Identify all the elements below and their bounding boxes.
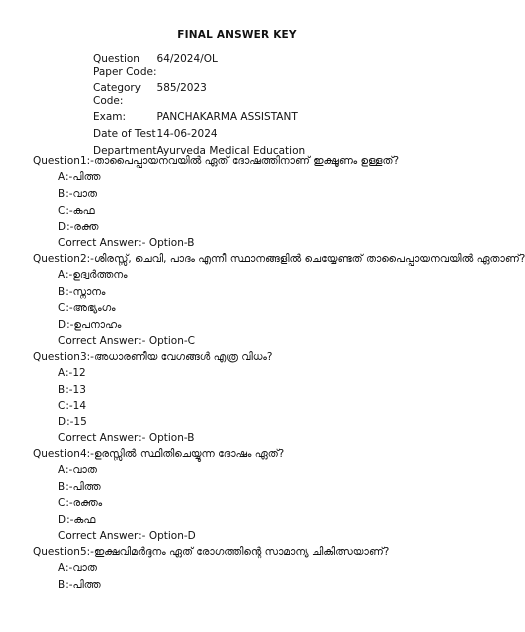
question-4: Question4:-ഉരസ്സിൽ സ്ഥിതിചെയ്യുന്ന ദോഷം ഏത്? bbox=[33, 448, 285, 460]
question-4-option-c: C:-രക്തം bbox=[58, 497, 103, 509]
question-4-option-d: D:-കഫ bbox=[58, 514, 96, 526]
question-paper-code-label: Question Paper Code: bbox=[93, 53, 157, 78]
question-4-correct-answer: Correct Answer:- Option-D bbox=[58, 530, 196, 542]
question-1-option-d: D:-രക്ത bbox=[58, 221, 99, 233]
question-3-option-b: B:-13 bbox=[58, 384, 86, 396]
question-1-option-b: B:-വാത bbox=[58, 188, 98, 200]
category-code-value: 585/2023 bbox=[156, 82, 207, 94]
date-of-test-label: Date of Test bbox=[93, 128, 156, 140]
question-2-option-d: D:-ഉപനാഹം bbox=[58, 319, 122, 331]
question-2-option-c: C:-അഭ്യംഗം bbox=[58, 302, 116, 314]
question-1-correct-answer: Correct Answer:- Option-B bbox=[58, 237, 195, 249]
question-4-option-b: B:-പിത്ത bbox=[58, 481, 101, 493]
question-5: Question5:-ഇക്ഷവിമർദ്ദനം ഏത് രോഗത്തിന്റെ സാമാന്യ ചികിത്സയാണ്? bbox=[33, 546, 390, 558]
question-2-option-b: B:-സ്നാനം bbox=[58, 286, 106, 298]
question-3-option-c: C:-14 bbox=[58, 400, 87, 412]
question-3: Question3:-അധാരണീയ വേഗങ്ങൾ എത്ര വിധം? bbox=[33, 351, 273, 363]
question-2-correct-answer: Correct Answer:- Option-C bbox=[58, 335, 195, 347]
question-5-option-a: A:-വാത bbox=[58, 562, 97, 574]
question-5-option-b: B:-പിത്ത bbox=[58, 579, 101, 591]
question-2-option-a: A:-ഉദ്വർത്തനം bbox=[58, 269, 128, 281]
document-title: FINAL ANSWER KEY bbox=[177, 29, 297, 41]
question-1: Question1:-താപൈപ്പായനവയിൽ ഏത് ദോഷത്തിനാണ് ഇക്ഷൂണം ഉള്ളത്? bbox=[33, 155, 400, 167]
question-2: Question2:-ശിരസ്സ്, ചെവി, പാദം എന്നീ സ്ഥാനങ്ങളിൽ ചെയ്യേണ്ടത് താപൈപ്പായനവയിൽ ഏതാണ്? bbox=[33, 253, 525, 265]
exam-info-table bbox=[93, 53, 305, 162]
question-1-option-c: C:-കഫ bbox=[58, 205, 95, 217]
question-3-option-a: A:-12 bbox=[58, 367, 86, 379]
department-label: Department bbox=[93, 145, 157, 157]
category-code-label: Category Code: bbox=[93, 82, 141, 107]
date-of-test-value: 14-06-2024 bbox=[156, 128, 218, 140]
question-1-option-a: A:-പിത്ത bbox=[58, 171, 101, 183]
question-3-correct-answer: Correct Answer:- Option-B bbox=[58, 432, 195, 444]
department-value: Ayurveda Medical Education bbox=[156, 145, 306, 157]
question-paper-code-value: 64/2024/OL bbox=[156, 53, 218, 65]
exam-value: PANCHAKARMA ASSISTANT bbox=[156, 111, 298, 123]
question-4-option-a: A:-വാത bbox=[58, 464, 97, 476]
exam-label: Exam: bbox=[93, 111, 127, 123]
question-3-option-d: D:-15 bbox=[58, 416, 87, 428]
